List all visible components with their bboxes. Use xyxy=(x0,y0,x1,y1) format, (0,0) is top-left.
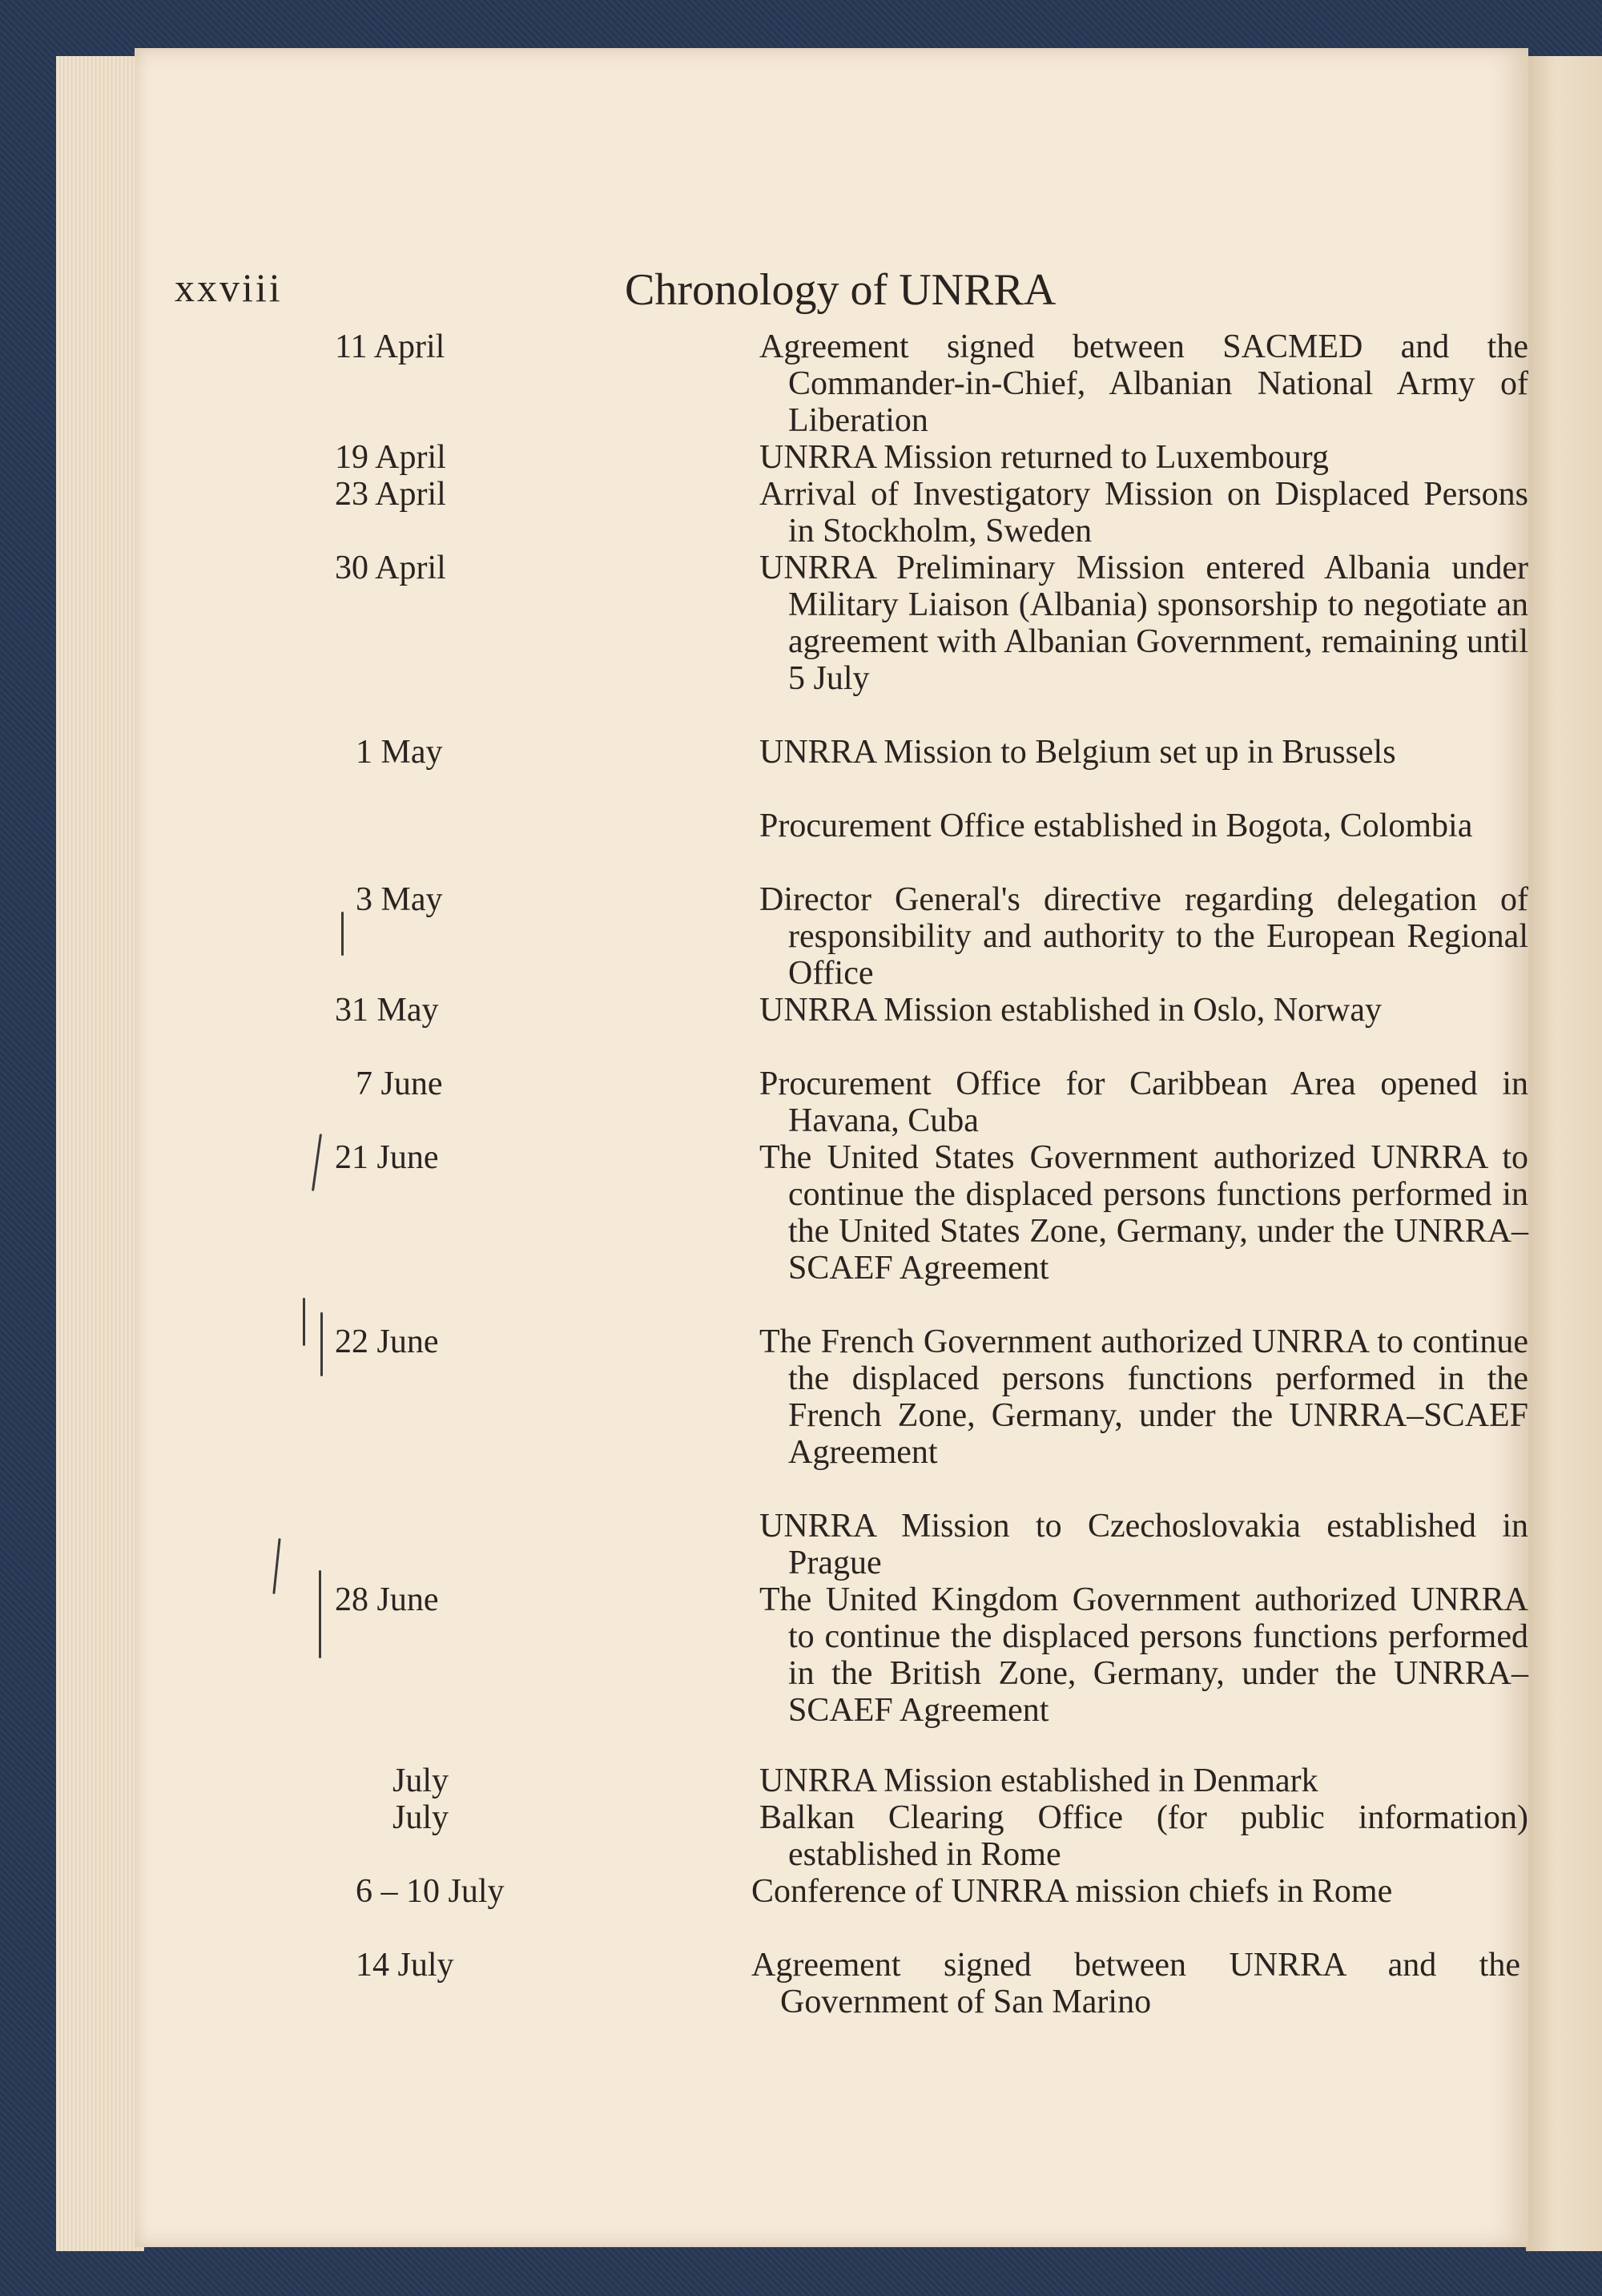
entry-text: Agreement signed between SACMED and the Commander-in-Chief, Albanian National Army of Liberation xyxy=(759,328,1528,439)
margin-mark xyxy=(272,1538,280,1594)
entry-date: July xyxy=(392,1762,449,1799)
margin-mark xyxy=(303,1298,305,1346)
entry-text: Agreement signed between UNRRA and the Government of San Marino xyxy=(751,1947,1520,2020)
entry-date: 11 April xyxy=(335,328,445,365)
entry-date: July xyxy=(392,1799,449,1836)
entry-date: 28 June xyxy=(335,1581,439,1618)
page-stack-edges xyxy=(56,56,144,2251)
entry-text: UNRRA Mission returned to Luxembourg xyxy=(759,439,1329,476)
entry-text: Balkan Clearing Office (for public information) established in Rome xyxy=(759,1799,1528,1873)
entry-date: 22 June xyxy=(335,1323,439,1360)
entry-date: 3 May xyxy=(356,881,443,918)
entry-date: 19 April xyxy=(335,439,446,476)
entry-text: The French Government authorized UNRRA to continue the displaced persons functions performed in the French Zone, Germany, under the UNRRA–SCAEF Agreement xyxy=(759,1323,1528,1471)
entry-text: UNRRA Mission to Czechoslovakia established in Prague xyxy=(759,1508,1528,1581)
margin-mark xyxy=(312,1134,322,1191)
margin-mark xyxy=(319,1570,321,1658)
entry-date: 31 May xyxy=(335,992,439,1029)
book-page xyxy=(135,48,1528,2247)
entry-text: The United Kingdom Government authorized UNRRA to continue the displaced persons functions performed in the British Zone, Germany, under the UNRRA–SCAEF Agreement xyxy=(759,1581,1528,1729)
entry-text: UNRRA Mission to Belgium set up in Brussels xyxy=(759,734,1396,771)
entry-text: UNRRA Mission established in Oslo, Norway xyxy=(759,992,1382,1029)
entry-date: 21 June xyxy=(335,1139,439,1176)
page-number: xxviii xyxy=(175,265,283,310)
entry-text: Conference of UNRRA mission chiefs in Rome xyxy=(751,1873,1393,1910)
entry-text: Procurement Office for Caribbean Area opened in Havana, Cuba xyxy=(759,1065,1528,1139)
entry-date: 30 April xyxy=(335,550,446,586)
entry-text: Procurement Office established in Bogota, Colombia xyxy=(759,808,1473,844)
entry-date: 7 June xyxy=(356,1065,443,1102)
running-head xyxy=(135,264,1528,320)
entry-date: 1 May xyxy=(356,734,443,771)
entry-text: UNRRA Preliminary Mission entered Albania under Military Liaison (Albania) sponsorship to negotiate an agreement with Albanian Government, remaining until 5 July xyxy=(759,550,1528,697)
entry-text: Arrival of Investigatory Mission on Displaced Persons in Stockholm, Sweden xyxy=(759,476,1528,550)
entry-date: 23 April xyxy=(335,476,446,513)
running-title: Chronology of UNRRA xyxy=(625,265,1057,315)
margin-mark xyxy=(320,1312,323,1376)
margin-mark xyxy=(341,912,344,956)
entry-date: 14 July xyxy=(356,1947,454,1984)
entry-text: Director General's directive regarding delegation of responsibility and authority to the European Regional Office xyxy=(759,881,1528,992)
entry-text: The United States Government authorized UNRRA to continue the displaced persons functions performed in the United States Zone, Germany, under the UNRRA–SCAEF Agreement xyxy=(759,1139,1528,1287)
entry-text: UNRRA Mission established in Denmark xyxy=(759,1762,1318,1799)
facing-page-edge xyxy=(1526,56,1602,2251)
entry-date: 6 – 10 July xyxy=(356,1873,505,1910)
